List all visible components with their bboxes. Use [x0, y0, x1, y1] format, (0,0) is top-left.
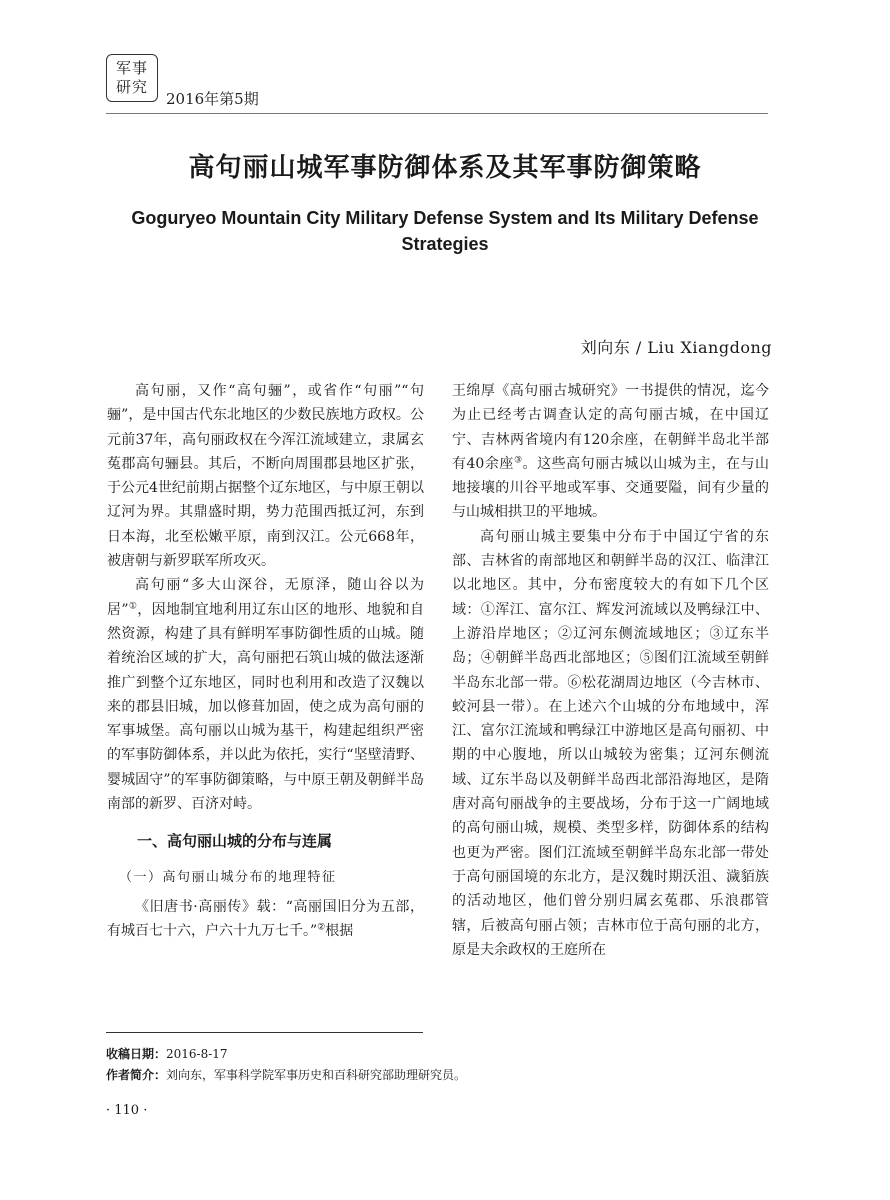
- page-number: · 110 ·: [106, 1103, 148, 1118]
- logo-accent: 军事: [115, 59, 148, 77]
- author-bio: 作者简介：刘向东，军事科学院军事历史和百科研究部助理研究员。: [106, 1068, 467, 1082]
- issue-label: 2016年第5期: [166, 90, 259, 108]
- section-heading: 一、高句丽山城的分布与连属: [137, 832, 333, 851]
- left-column: [107, 379, 424, 944]
- paragraph: 高句丽“多大山深谷，无原泽，随山谷以为居”①，因地制宜地利用辽东山区的地形、地貌和自然资源，构建了具有鲜明军事防御性质的山城。随着统治区域的扩大，高句丽把石筑山城的做法逐渐推广到整个辽东地区，同时也利用和改造了汉魏以来的郡县旧城，加以修葺加固，使之成为高句丽的军事城堡。高句丽以山城为基干，构建起组织严密的军事防御体系，并以此为依托，实行“坚壁清野、婴城固守”的军事防御策略，与中原王朝及朝鲜半岛南部的新罗、百济对峙。: [107, 577, 424, 813]
- logo-line: 研究: [115, 78, 148, 96]
- footnote-divider: [106, 1032, 423, 1033]
- title-chinese: 高句丽山城军事防御体系及其军事防御策略: [188, 153, 702, 183]
- journal-logo: [106, 54, 158, 102]
- header-divider: [106, 113, 768, 114]
- paragraph: 高句丽，又作“高句骊”，或省作“句丽”“句骊”，是中国古代东北地区的少数民族地方政权。公元前37年，高句丽政权在今浑江流域建立，隶属玄菟郡高句骊县。其后，不断向周围郡县地区扩张，于公元4世纪前期占据整个辽东地区，与中原王朝以辽河为界。其鼎盛时期，势力范围西抵辽河，东到日本海，北至松嫩平原，南到汉江。公元668年，被唐朝与新罗联军所攻灭。: [107, 383, 424, 570]
- paragraph: 王绵厚《高句丽古城研究》一书提供的情况，迄今为止已经考古调查认定的高句丽古城，在中国辽宁、吉林两省境内有120余座，在朝鲜半岛北半部有40余座③。这些高句丽古城以山城为主，在与山地接壤的川谷平地或军事、交通要隘，间有少量的与山城相拱卫的平地城。: [452, 383, 769, 521]
- footnote-ref: ①: [128, 601, 138, 612]
- right-column: [452, 379, 769, 962]
- title-english: Goguryeo Mountain City Military Defense System and Its Military Defense Strategies: [131, 208, 759, 254]
- paragraph: 高句丽山城主要集中分布于中国辽宁省的东部、吉林省的南部地区和朝鲜半岛的汉江、临津江以北地区。其中，分布密度较大的有如下几个区域：①浑江、富尔江、辉发河流域以及鸭绿江中、上游沿岸地区；②辽河东侧流域地区；③辽东半岛；④朝鲜半岛西北部地区；⑤图们江流域至朝鲜半岛东北部一带。⑥松花湖周边地区（今吉林市、蛟河县一带）。在上述六个山城的分布地域中，浑江、富尔江流域和鸭绿江中游地区是高句丽初、中期的中心腹地，所以山城较为密集；辽河东侧流域、辽东半岛以及朝鲜半岛西北部沿海地区，是隋唐对高句丽战争的主要战场，分布于这一广阔地域的高句丽山城，规模、类型多样，防御体系的结构也更为严密。图们江流域至朝鲜半岛东北部一带处于高句丽国境的东北方，是汉魏时期沃沮、濊貊族的活动地区，他们曾分别归属玄菟郡、乐浪郡管辖，后被高句丽占领；吉林市位于高句丽的北方，原是夫余政权的王庭所在: [452, 528, 769, 958]
- subsection-heading: （一）高句丽山城分布的地理特征: [119, 869, 337, 885]
- received-date: 收稿日期：2016-8-17: [106, 1047, 228, 1061]
- author-byline: 刘向东 / Liu Xiangdong: [580, 338, 772, 357]
- footnote-ref: ②: [317, 922, 326, 933]
- paragraph: 《旧唐书·高丽传》载：“高丽国旧分为五部，有城百七十六，户六十九万七千。”②根据: [107, 898, 424, 940]
- footnote-ref: ③: [513, 455, 523, 466]
